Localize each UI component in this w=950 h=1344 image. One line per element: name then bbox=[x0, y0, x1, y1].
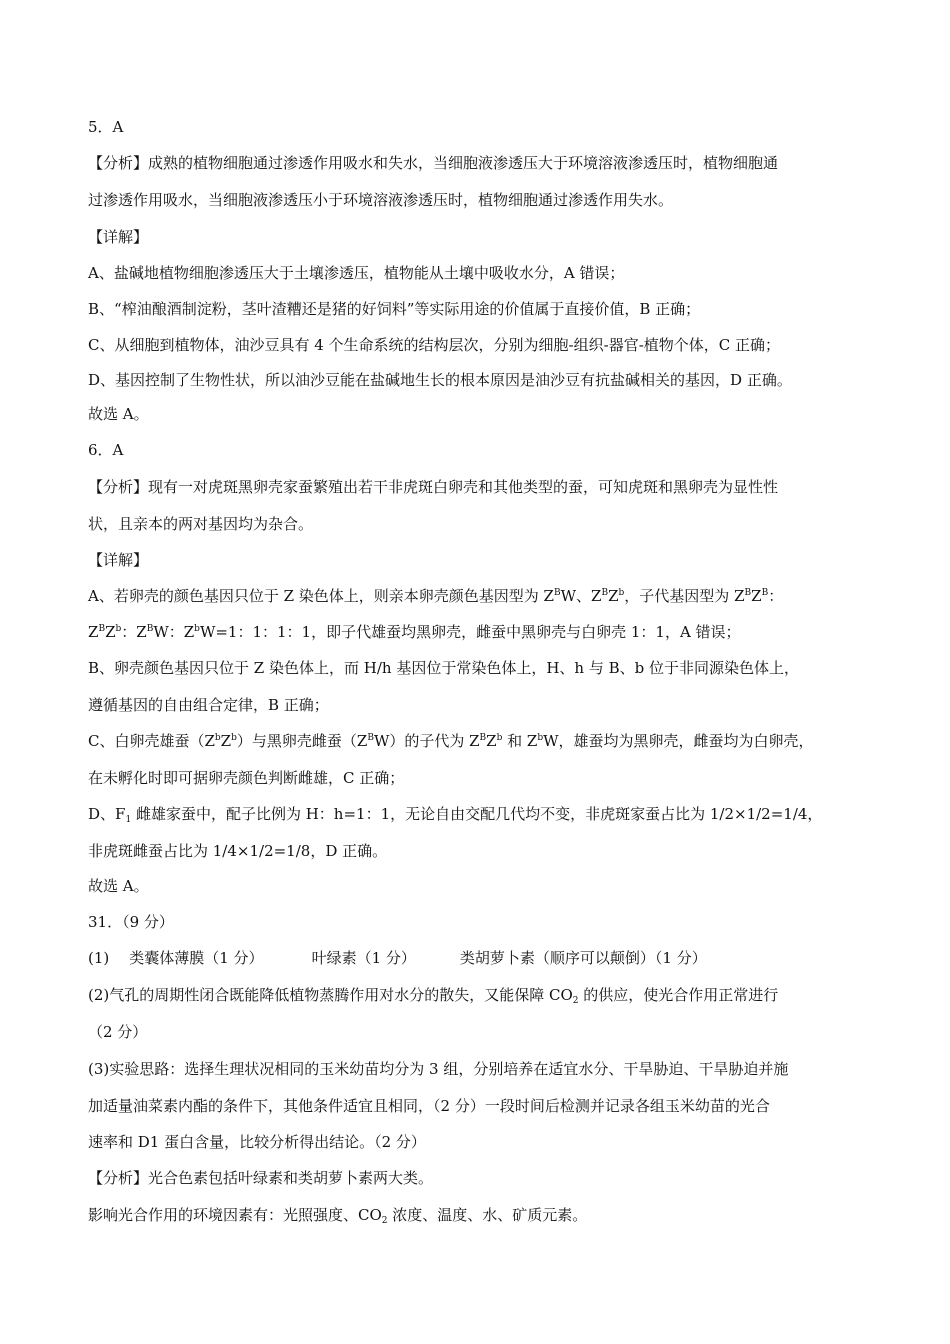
q5-analysis-line-2: 过渗透作用吸水，当细胞液渗透压小于环境溶液渗透压时，植物细胞通过渗透作用失水。 bbox=[88, 191, 674, 209]
q6-detail-heading: 【详解】 bbox=[88, 551, 149, 569]
q6-option-d-line-2: 非虎斑雌蚕占比为 1/4×1/2=1/8，D 正确。 bbox=[88, 842, 388, 860]
q31-part-1-number: (1) bbox=[88, 949, 110, 967]
q6-analysis-line-1: 【分析】现有一对虎斑黑卵壳家蚕繁殖出若干非虎斑白卵壳和其他类型的蚕，可知虎斑和黑卵壳为显性性 bbox=[88, 478, 779, 496]
q5-option-a: A、盐碱地植物细胞渗透压大于土壤渗透压，植物能从土壤中吸收水分，A 错误； bbox=[88, 264, 625, 282]
q31-analysis: 【分析】光合色素包括叶绿素和类胡萝卜素两大类。 bbox=[88, 1169, 434, 1187]
q31-part-2-line-2: （2 分） bbox=[88, 1023, 148, 1041]
q6-option-b-line-1: B、卵壳颜色基因只位于 Z 染色体上，而 H/h 基因位于常染色体上，H、h 与 B、b 位于非同源染色体上， bbox=[88, 659, 799, 677]
q5-number: 5．A bbox=[88, 118, 124, 136]
q31-number: 31．（9 分） bbox=[88, 913, 174, 931]
q6-option-d-line-1: D、$F_1$ 雌雄家蚕中，配子比例为 H：h=1：1，无论自由交配几代均不变，非虎斑家蚕占比为 1/2×1/2=1/4， bbox=[88, 805, 823, 825]
q6-conclusion: 故选 A。 bbox=[88, 877, 149, 895]
q31-part-1-answer-b: 叶绿素（1 分） bbox=[311, 949, 416, 967]
q5-analysis-line-1: 【分析】成熟的植物细胞通过渗透作用吸水和失水，当细胞液渗透压大于环境溶液渗透压时，植物细胞通 bbox=[88, 154, 779, 172]
q6-option-a-line-2: $Z^BZ^b$：$Z^BW$：$Z^bW=1$：1：1：1，即子代雄蚕均黑卵壳，雌蚕中黑卵壳与白卵壳 1：1，A 错误； bbox=[88, 623, 741, 641]
q6-option-c-line-1: C、白卵壳雄蚕$(Z^bZ^b)$与黑卵壳雌蚕$(Z^BW)$的子代为 $Z^BZ^b$ 和 $Z^bW$，雄蚕均为黑卵壳，雌蚕均为白卵壳， bbox=[88, 732, 814, 750]
q5-option-b: B、“榨油酿酒制淀粉，茎叶渣糟还是猪的好饲料”等实际用途的价值属于直接价值，B 正确； bbox=[88, 300, 701, 318]
q5-detail-heading: 【详解】 bbox=[88, 228, 149, 246]
q6-analysis-line-2: 状，且亲本的两对基因均为杂合。 bbox=[88, 515, 314, 533]
q31-part-3-line-1: (3)实验思路：选择生理状况相同的玉米幼苗均分为 3 组，分别培养在适宜水分、干旱胁迫、干旱胁迫并施 bbox=[88, 1060, 789, 1078]
q31-part-1-answer-c: 类胡萝卜素（顺序可以颠倒）（1 分） bbox=[459, 949, 707, 967]
q6-option-a-line-1: A、若卵壳的颜色基因只位于 Z 染色体上，则亲本卵壳颜色基因型为 $Z^BW$、$Z^BZ^b$，子代基因型为 $Z^BZ^B$： bbox=[88, 587, 784, 605]
q31-environment-factors: 影响光合作用的环境因素有：光照强度、$CO_2$ 浓度、温度、水、矿质元素。 bbox=[88, 1206, 588, 1226]
q31-part-1-answer-a: 类囊体薄膜（1 分） bbox=[129, 949, 264, 967]
q5-option-d: D、基因控制了生物性状，所以油沙豆能在盐碱地生长的根本原因是油沙豆有抗盐碱相关的基因，D 正确。 bbox=[88, 371, 792, 389]
q31-part-1 bbox=[88, 948, 707, 968]
q6-option-b-line-2: 遵循基因的自由组合定律，B 正确； bbox=[88, 696, 329, 714]
q6-option-c-line-2: 在未孵化时即可据卵壳颜色判断雌雄，C 正确； bbox=[88, 769, 405, 787]
q5-conclusion: 故选 A。 bbox=[88, 405, 149, 423]
q6-number: 6．A bbox=[88, 441, 124, 459]
q31-part-2-line-1: (2)气孔的周期性闭合既能降低植物蒸腾作用对水分的散失，又能保障 $CO_2$ 的供应，使光合作用正常进行 bbox=[88, 986, 779, 1006]
q31-part-3-line-3: 速率和 D1 蛋白含量，比较分析得出结论。（2 分） bbox=[88, 1133, 426, 1151]
q31-part-3-line-2: 加适量油菜素内酯的条件下，其他条件适宜且相同，（2 分）一段时间后检测并记录各组玉米幼苗的光合 bbox=[88, 1097, 770, 1115]
q5-option-c: C、从细胞到植物体，油沙豆具有 4 个生命系统的结构层次，分别为细胞-组织-器官-植物个体，C 正确； bbox=[88, 336, 781, 354]
